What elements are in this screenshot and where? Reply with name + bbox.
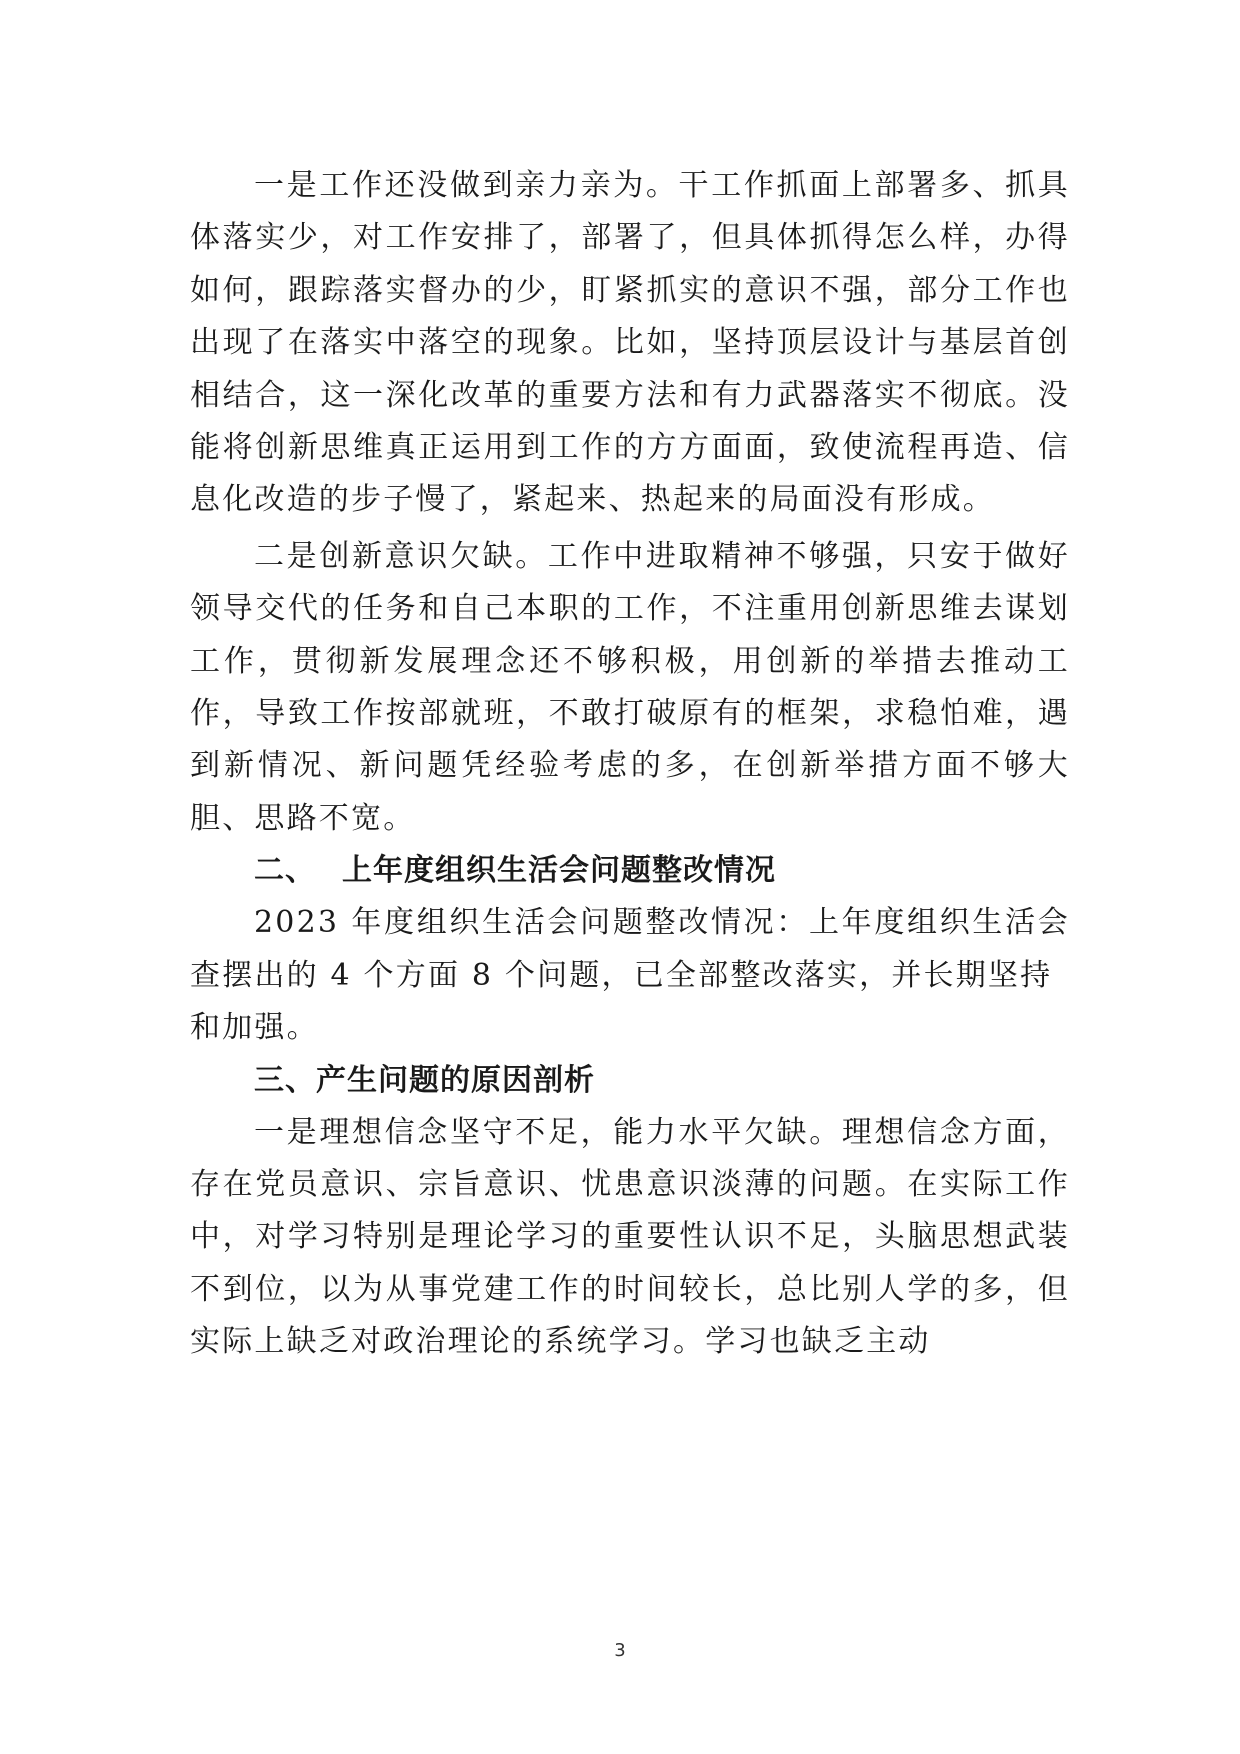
section-heading-rectification: [190, 845, 1070, 897]
document-body: [190, 160, 1070, 1369]
paragraph-rectification-status: 2023 年度组织生活会问题整改情况：上年度组织生活会查摆出的 4 个方面 8 个问题，已全部整改落实，并长期坚持: [190, 905, 1070, 993]
paragraph-innovation-awareness: 二是创新意识欠缺。工作中进取精神不够强，只安于做好领导交代的任务和自己本职的工作，不注重用创新思维去谋划工作，贯彻新发展理念还不够积极，用创新的举措去推动工作，导致工作按部就班，不敢打破原有的框架，求稳怕难，遇到新情况、新问题凭经验考虑的多，在创新举措方面不够大胆、思路不宽。: [190, 538, 1070, 836]
page-number: 3: [614, 1640, 626, 1661]
section-heading-cause-analysis: 三、产生问题的原因剖析: [254, 1062, 595, 1098]
section-title-rectification: 上年度组织生活会问题整改情况: [342, 853, 776, 889]
paragraph-hands-on-work: 一是工作还没做到亲力亲为。干工作抓面上部署多、抓具体落实少，对工作安排了，部署了，但具体抓得怎么样，办得如何，跟踪落实督办的少，盯紧抓实的意识不强，部分工作也出现了在落实中落空的现象。比如，坚持顶层设计与基层首创相结合，这一深化改革的重要方法和有力武器落实不彻底。没能将创新思维真正运用到工作的方方面面，致使流程再造、信息化改造的步子慢了，紧起来、热起来的局面没有形成。: [190, 168, 1070, 518]
paragraph-rectification-status-continued: 和加强。: [190, 1010, 319, 1046]
paragraph-ideals-beliefs: 一是理想信念坚守不足，能力水平欠缺。理想信念方面，存在党员意识、宗旨意识、忧患意识淡薄的问题。在实际工作中，对学习特别是理论学习的重要性认识不足，头脑思想武装不到位，以为从事党建工作的时间较长，总比别人学的多，但实际上缺乏对政治理论的系统学习。学习也缺乏主动: [190, 1114, 1070, 1360]
section-number-two: 二、: [254, 853, 316, 889]
